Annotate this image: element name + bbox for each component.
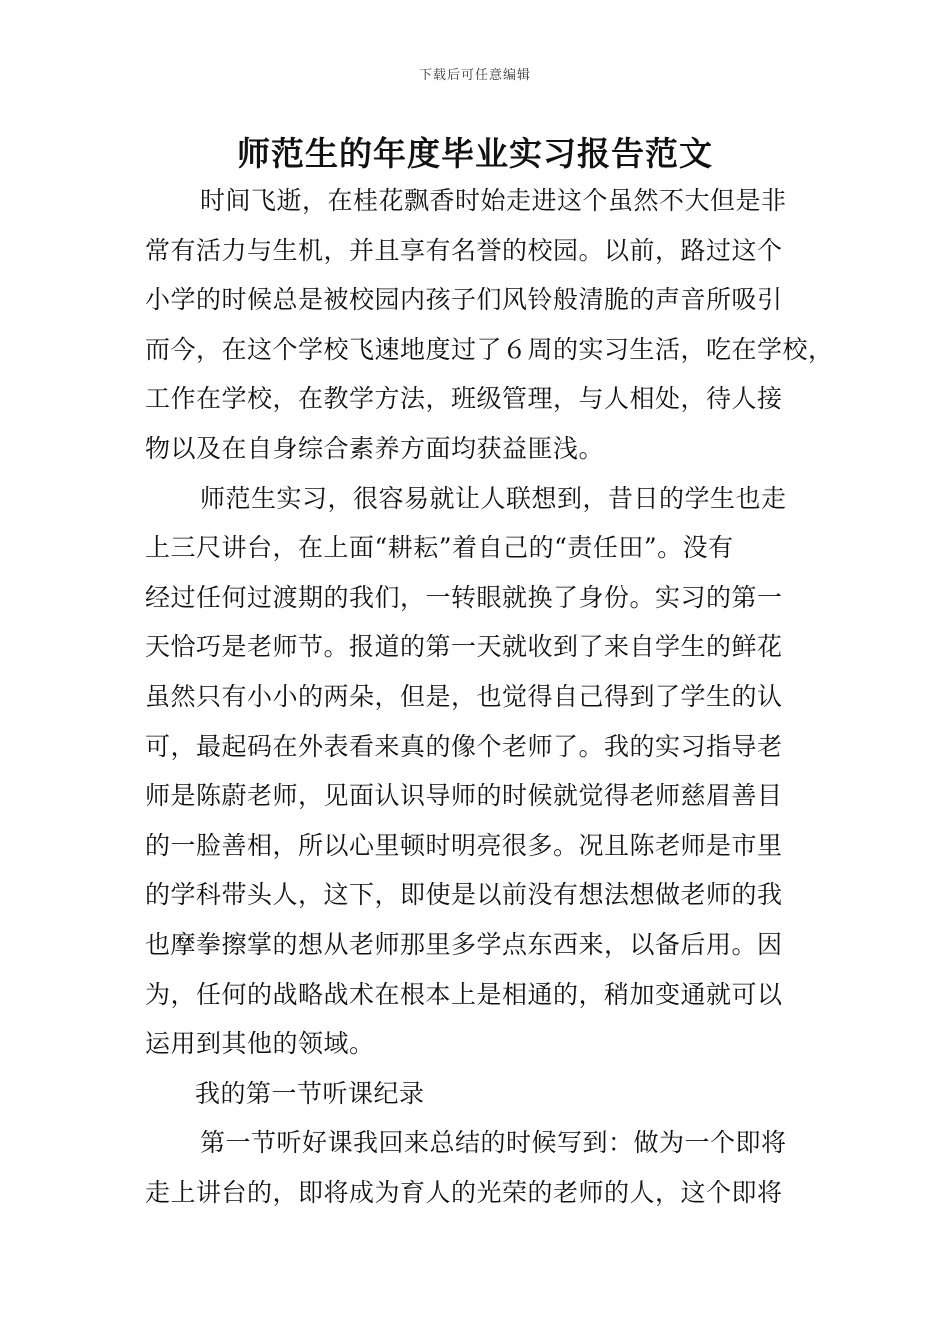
- document-body: [145, 176, 834, 1217]
- paragraph-line: 为，任何的战略战术在根本上是相通的，稍加变通就可以: [145, 979, 783, 1009]
- paragraph-line: 第一节听好课我回来总结的时候写到：做为一个即将: [200, 1128, 787, 1158]
- page-header-note: 下载后可任意编辑: [418, 68, 531, 83]
- paragraph-line: 上三尺讲台，在上面“耕耘”着自己的“责任田”。没有: [145, 533, 734, 563]
- document-title: 师范生的年度毕业实习报告范文: [237, 134, 713, 173]
- paragraph-line: 小学的时候总是被校园内孩子们风铃般清脆的声音所吸引: [145, 285, 783, 315]
- paragraph-line: 虽然只有小小的两朵，但是，也觉得自己得到了学生的认: [145, 681, 783, 711]
- paragraph-line: 物以及在自身综合素养方面均获益匪浅。: [145, 433, 605, 463]
- section-heading: 我的第一节听课纪录: [195, 1078, 425, 1108]
- paragraph-line: 运用到其他的领域。: [145, 1029, 375, 1059]
- paragraph-line: 的一脸善相，所以心里顿时明亮很多。况且陈老师是市里: [145, 830, 783, 860]
- paragraph-line: 而今，在这个学校飞速地度过了６周的实习生活，吃在学校，: [145, 334, 834, 364]
- paragraph-line: 天恰巧是老师节。报道的第一天就收到了来自学生的鲜花: [145, 632, 783, 662]
- paragraph-line: 时间飞逝，在桂花飘香时始走进这个虽然不大但是非: [200, 186, 787, 215]
- paragraph-line: 常有活力与生机，并且享有名誉的校园。以前，路过这个: [145, 235, 783, 265]
- paragraph-line: 师是陈蔚老师，见面认识导师的时候就觉得老师慈眉善目: [145, 781, 783, 811]
- paragraph-line: 也摩拳擦掌的想从老师那里多学点东西来，以备后用。因: [145, 929, 783, 959]
- paragraph-line: 走上讲台的，即将成为育人的光荣的老师的人，这个即将: [145, 1177, 783, 1207]
- paragraph-line: 师范生实习，很容易就让人联想到，昔日的学生也走: [200, 483, 787, 513]
- paragraph-line: 可，最起码在外表看来真的像个老师了。我的实习指导老: [145, 731, 783, 761]
- paragraph-line: 工作在学校，在教学方法，班级管理，与人相处，待人接: [145, 384, 783, 414]
- paragraph-line: 经过任何过渡期的我们，一转眼就换了身份。实习的第一: [145, 582, 783, 612]
- paragraph-line: 的学科带头人，这下，即使是以前没有想法想做老师的我: [145, 880, 783, 910]
